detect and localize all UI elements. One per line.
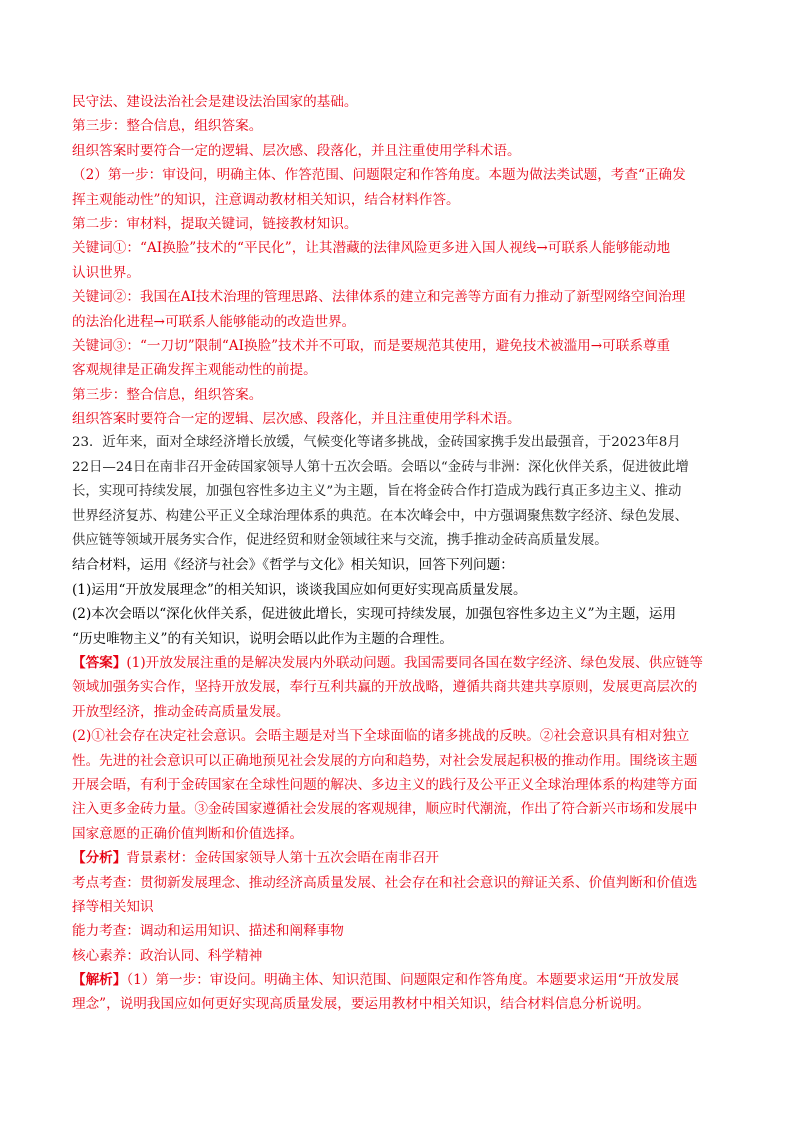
line-text: 关键词①：“AI换脸”技术的“平民化”，让其潜藏的法律风险更多进入国人视线→可联系人能够能动地 [72, 240, 671, 257]
line-text: 挥主观能动性”的知识，注意调动教材相关知识，结合材料作答。 [72, 191, 460, 208]
text-line [72, 944, 734, 968]
line-text: 民守法、建设法治社会是建设法治国家的基础。 [72, 94, 358, 110]
line-text: 国家意愿的正确价值判断和价值选择。 [72, 825, 304, 842]
text-line [72, 188, 734, 212]
document-body [72, 90, 734, 1017]
line-text: 领域加强务实合作，坚持开放发展，奉行互利共赢的开放战略，遵循共商共建共享原则，发展更高层次的 [72, 679, 698, 696]
line-text: 核心素养：政治认同、科学精神 [72, 947, 263, 964]
text-line [72, 675, 734, 699]
line-text: （1）第一步：审设问。明确主体、知识范围、问题限定和作答角度。本题要求运用“开放发展 [126, 972, 679, 989]
line-text: 考点考查：贯彻新发展理念、推动经济高质量发展、社会存在和社会意识的辩证关系、价值判断和价值选 [72, 874, 698, 891]
line-text: (2)①社会存在决定社会意识。会晤主题是对当下全球面临的诸多挑战的反映。②社会意识具有相对独立 [72, 728, 690, 745]
line-text: 认识世界。 [72, 264, 140, 281]
text-line [72, 553, 734, 577]
text-line [72, 651, 734, 675]
text-line [72, 261, 734, 285]
line-text: 23．近年来，面对全球经济增长放缓，气候变化等诸多挑战，金砖国家携手发出最强音，于2023年8月 [72, 435, 681, 451]
text-line [72, 724, 734, 748]
section-label: 【答案】 [72, 654, 127, 671]
text-line [72, 700, 734, 724]
text-line [72, 529, 734, 553]
text-line [72, 358, 734, 382]
text-line [72, 139, 734, 163]
text-line [72, 163, 734, 187]
text-line [72, 285, 734, 309]
line-text: 组织答案时要符合一定的逻辑、层次感、段落化，并且注重使用学科术语。 [72, 142, 521, 159]
text-line [72, 383, 734, 407]
line-text: 开展会晤，有利于金砖国家在全球性问题的解决、多边主义的践行及公平正义全球治理体系的构建等方面 [72, 776, 698, 793]
line-text: 组织答案时要符合一定的逻辑、层次感、段落化，并且注重使用学科术语。 [72, 411, 521, 428]
line-text: 开放型经济，推动金砖高质量发展。 [72, 703, 290, 720]
text-line [72, 871, 734, 895]
line-text: 22日—24日在南非召开金砖国家领导人第十五次会晤。会晤以“金砖与非洲：深化伙伴关系，促进彼此增 [72, 459, 689, 475]
text-line [72, 627, 734, 651]
text-line [72, 505, 734, 529]
line-text: 客观规律是正确发挥主观能动性的前提。 [72, 362, 317, 379]
line-text: 结合材料，运用《经济与社会》《哲学与文化》相关知识，回答下列问题： [72, 557, 514, 574]
text-line [72, 602, 734, 626]
text-line [72, 992, 734, 1016]
section-label: 【解析】 [72, 972, 127, 989]
text-line [72, 797, 734, 821]
text-line [72, 578, 734, 602]
text-line [72, 846, 734, 870]
text-line [72, 749, 734, 773]
section-label: 【分析】 [72, 850, 127, 867]
line-text: 第三步：整合信息，组织答案。 [72, 386, 263, 403]
text-line [72, 212, 734, 236]
text-line [72, 431, 734, 455]
line-text: 择等相关知识 [72, 898, 154, 915]
text-line [72, 822, 734, 846]
line-text: 性。先进的社会意识可以正确地预见社会发展的方向和趋势，对社会发展起积极的推动作用。围绕该主题 [72, 752, 698, 769]
line-text: 长，实现可持续发展，加强包容性多边主义”为主题，旨在将金砖合作打造成为践行真正多边主义、推动 [72, 484, 682, 500]
line-text: 供应链等领域开展务实合作，促进经贸和财金领域往来与交流，携手推动金砖高质量发展。 [72, 533, 608, 549]
text-line [72, 919, 734, 943]
line-text: 世界经济复苏、构建公平正义全球治理体系的典范。在本次峰会中，中方强调聚焦数字经济、绿色发展、 [72, 508, 688, 524]
text-line [72, 90, 734, 114]
line-text: 注入更多金砖力量。③金砖国家遵循社会发展的客观规律，顺应时代潮流，作出了符合新兴市场和发展中 [72, 801, 698, 818]
line-text: 关键词②：我国在AI技术治理的管理思路、法律体系的建立和完善等方面有力推动了新型网络空间治理 [72, 289, 686, 306]
line-text: 理念”，说明我国应如何更好实现高质量发展，要运用教材中相关知识，结合材料信息分析说明。 [72, 996, 650, 1013]
text-line [72, 968, 734, 992]
text-line [72, 895, 734, 919]
text-line [72, 334, 734, 358]
line-text: 关键词③：“一刀切”限制“AI换脸”技术并不可取，而是要规范其使用，避免技术被滥用→可联系尊重 [72, 337, 671, 354]
text-line [72, 407, 734, 431]
line-text: (1)运用“开放发展理念”的相关知识，谈谈我国应如何更好实现高质量发展。 [72, 581, 527, 598]
text-line [72, 310, 734, 334]
text-line [72, 114, 734, 138]
line-text: (2)本次会晤以“深化伙伴关系，促进彼此增长，实现可持续发展，加强包容性多边主义”为主题，运用 [72, 606, 677, 623]
line-text: (1)开放发展注重的是解决发展内外联动问题。我国需要同各国在数字经济、绿色发展、供应链等 [126, 654, 703, 671]
text-line [72, 236, 734, 260]
line-text: “历史唯物主义”的有关知识，说明会晤以此作为主题的合理性。 [72, 630, 453, 647]
text-line [72, 773, 734, 797]
line-text: 第三步：整合信息，组织答案。 [72, 118, 263, 135]
line-text: （2）第一步：审设问，明确主体、作答范围、问题限定和作答角度。本题为做法类试题，考查“正确发 [72, 167, 686, 184]
line-text: 第二步：审材料，提取关键词，链接教材知识。 [72, 215, 358, 232]
text-line [72, 456, 734, 480]
line-text: 背景素材：金砖国家领导人第十五次会晤在南非召开 [126, 850, 440, 867]
line-text: 的法治化进程→可联系人能够能动的改造世界。 [72, 313, 356, 330]
text-line [72, 480, 734, 504]
line-text: 能力考查：调动和运用知识、描述和阐释事物 [72, 923, 344, 940]
